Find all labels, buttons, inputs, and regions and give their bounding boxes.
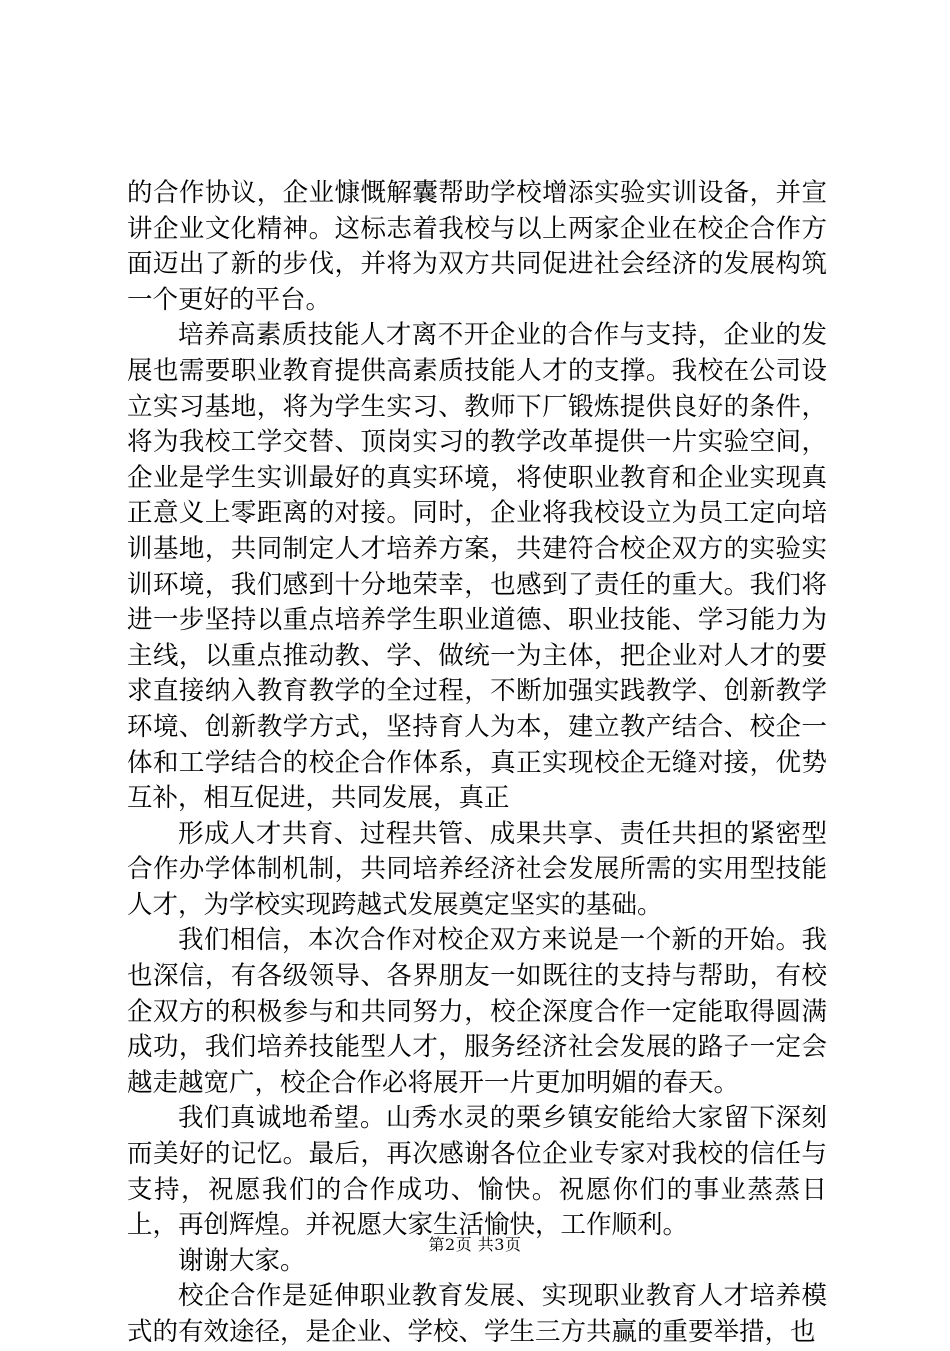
paragraph-1: 的合作协议，企业慷慨解囊帮助学校增添实验实训设备，并宣讲企业文化精神。这标志着我校与以上两家企业在校企合作方面迈出了新的步伐，并将为双方共同促进社会经济的发展构筑一个更好的平台。 — [127, 178, 827, 315]
paragraph-6: 谢谢大家。 — [178, 1245, 306, 1276]
document-body — [127, 176, 827, 1351]
paragraph-5: 我们真诚地希望。山秀水灵的栗乡镇安能给大家留下深刻而美好的记忆。最后，再次感谢各位企业专家对我校的信任与支持，祝愿我们的合作成功、愉快。祝愿你们的事业蒸蒸日上，再创辉煌。并祝愿大家生活愉快，工作顺利。 — [127, 1103, 827, 1241]
paragraph-7: 校企合作是延伸职业教育发展、实现职业教育人才培养模式的有效途径，是企业、学校、学生三方共赢的重要举措，也 — [127, 1281, 827, 1347]
page-number-footer: 第2页 共3页 — [428, 1235, 522, 1254]
paragraph-2: 培养高素质技能人才离不开企业的合作与支持，企业的发展也需要职业教育提供高素质技能人才的支撑。我校在公司设立实习基地，将为学生实习、教师下厂锻炼提供良好的条件，将为我校工学交替、顶岗实习的教学改革提供一片实验空间，企业是学生实训最好的真实环境，将使职业教育和企业实现真正意义上零距离的对接。同时，企业将我校设立为员工定向培训基地，共同制定人才培养方案，共建符合校企双方的实验实训环境，我们感到十分地荣幸，也感到了责任的重大。我们将进一步坚持以重点培养学生职业道德、职业技能、学习能力为主线，以重点推动教、学、做统一为主体，把企业对人才的要求直接纳入教育教学的全过程，不断加强实践教学、创新教学环境、创新教学方式，坚持育人为本，建立教产结合、校企一体和工学结合的校企合作体系，真正实现校企无缝对接，优势互补，相互促进，共同发展，真正 — [127, 320, 827, 814]
paragraph-4: 我们相信，本次合作对校企双方来说是一个新的开始。我也深信，有各级领导、各界朋友一如既往的支持与帮助，有校企双方的积极参与和共同努力，校企深度合作一定能取得圆满成功，我们培养技能型人才，服务经济社会发展的路子一定会越走越宽广，校企合作必将展开一片更加明媚的春天。 — [127, 925, 827, 1098]
paragraph-3: 形成人才共育、过程共管、成果共享、责任共担的紧密型合作办学体制机制，共同培养经济社会发展所需的实用型技能人才，为学校实现跨越式发展奠定坚实的基础。 — [127, 818, 827, 920]
